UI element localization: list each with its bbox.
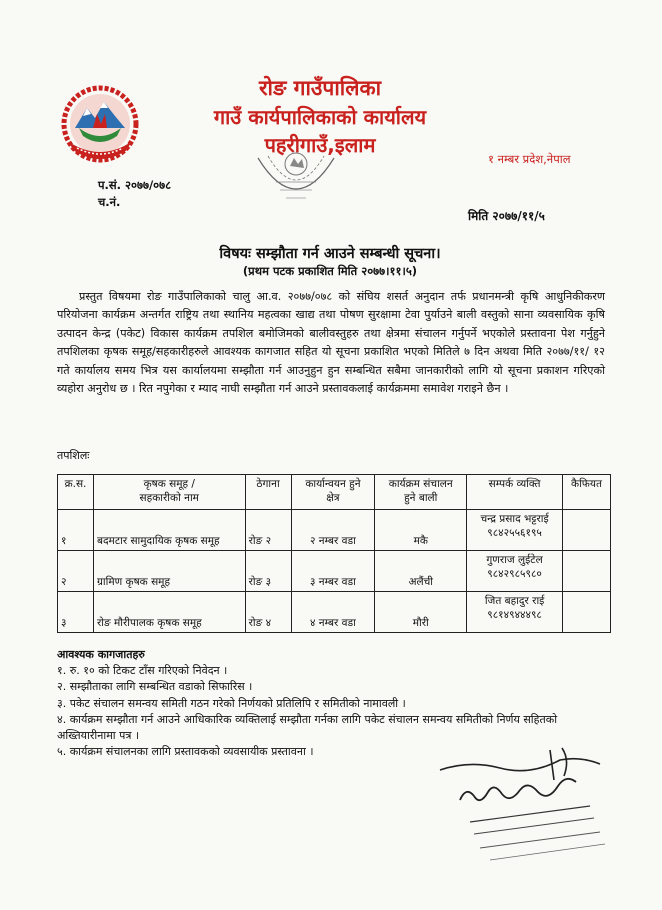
contact-phone: ९८४२५५६१९५ bbox=[487, 527, 542, 539]
col-header-crop: कार्यक्रम संचालन हुने बाली bbox=[375, 475, 467, 510]
col-header-remarks: कैफियत bbox=[563, 475, 611, 510]
notice-body: प्रस्तुत विषयमा रोङ गाउँपालिकाको चालु आ.व. २०७७/०७८ को संघिय शसर्त अनुदान तर्फ प्रधानमन्त्री कृषि आधुनिकीकरण परियोजना कार्यक्रम अन्तर्गत राष्ट्रिय तथा स्थानिय महत्वका खाद्य तथा पोषण सुरक्षामा टेवा पुर्याउने बाली वस्तुको साना व्यवसायिक कृषि उत्पादन केन्द्र (पकेट) विकास कार्यक्रम तपशिल बमोजिमको बालीवस्तुहरु तथा क्षेत्रमा संचालन गर्नुपर्ने भएकोले प्रस्तावना पेश गर्नुहुने तपशिलका कृषक समूह/सहकारीहरुले आवश्यक कागजात सहित यो सूचना प्रकाशित भएको मितिले ७ दिन अथवा मिति २०७७/११/ १२ गते कार्यालय समय भित्र यस कार्यालयमा सम्झौता गर्न आउनुहुन हुन सम्बन्धित सबैमा जानकारीको लागि यो सूचना प्रकाशन गरिएको व्यहोरा अनुरोध छ । रित नपुगेका र म्याद नाघी सम्झौता गर्न आउने प्रस्तावकलाई कार्यक्रममा समावेश गराइने छैन । bbox=[57, 290, 605, 396]
contact-phone: ९८४२९८५९८० bbox=[487, 568, 542, 580]
row-crop: मकै bbox=[375, 510, 467, 551]
row-remarks bbox=[563, 551, 611, 592]
table-row bbox=[58, 592, 611, 633]
row-address: रोङ ३ bbox=[245, 551, 291, 592]
reference-number: प.सं. २०७७/०७८ bbox=[98, 178, 172, 192]
row-contact bbox=[467, 510, 563, 551]
table-row bbox=[58, 551, 611, 592]
row-contact bbox=[467, 551, 563, 592]
row-sn: १ bbox=[58, 510, 94, 551]
row-remarks bbox=[563, 592, 611, 633]
document-item: ३. पकेट संचालन समन्वय समिती गठन गरेको निर्णयको प्रतिलिपि र समितीको नामावली । bbox=[57, 696, 406, 710]
row-sn: ३ bbox=[58, 592, 94, 633]
documents-heading: आवश्यक कागजातहरु bbox=[57, 648, 145, 661]
row-area: ४ नम्बर वडा bbox=[291, 592, 375, 633]
row-address: रोङ ४ bbox=[245, 592, 291, 633]
row-group-name: रोङ मौरीपालक कृषक समूह bbox=[93, 592, 245, 633]
row-area: ३ नम्बर वडा bbox=[291, 551, 375, 592]
row-area: २ नम्बर वडा bbox=[291, 510, 375, 551]
nepal-emblem-icon bbox=[57, 84, 143, 166]
contact-name: जित बहादुर राई bbox=[484, 595, 545, 607]
details-label: तपशिलः bbox=[57, 449, 90, 462]
contact-name: गुणराज लुईटेल bbox=[486, 554, 543, 566]
row-address: रोङ २ bbox=[245, 510, 291, 551]
row-crop: मौरी bbox=[375, 592, 467, 633]
row-group-name: बदमटार सामुदायिक कृषक समूह bbox=[93, 510, 245, 551]
office-stamp-icon bbox=[248, 138, 344, 220]
office-location: पहरीगाउँ,इलाम bbox=[264, 133, 376, 157]
document-item: ५. कार्यक्रम संचालनका लागि प्रस्तावकको व्यवसायीक प्रस्तावना । bbox=[57, 745, 314, 759]
subject-note: (प्रथम पटक प्रकाशित मिति २०७७।११।५) bbox=[242, 264, 418, 278]
col-header-area: कार्यान्वयन हुने क्षेत्र bbox=[291, 475, 375, 510]
contact-phone: ९८१४९४४४९८ bbox=[487, 609, 542, 621]
table-row bbox=[58, 510, 611, 551]
row-crop: अलैंची bbox=[375, 551, 467, 592]
row-contact bbox=[467, 592, 563, 633]
row-group-name: ग्रामिण कृषक समूह bbox=[93, 551, 245, 592]
document-item: २. सम्झौताका लागि सम्बन्धित वडाको सिफारिस । bbox=[57, 680, 253, 694]
municipality-name: रोङ गाउँपालिका bbox=[258, 76, 382, 100]
handwritten-signature bbox=[430, 730, 610, 870]
province-label: १ नम्बर प्रदेश,नेपाल bbox=[488, 152, 571, 166]
col-header-sn: क्र.स. bbox=[58, 475, 94, 510]
groups-table bbox=[57, 474, 611, 633]
subject-title: विषयः सम्झौता गर्न आउने सम्बन्धी सूचना। bbox=[219, 246, 441, 262]
notice-date: मिति २०७७/११/५ bbox=[468, 209, 545, 223]
col-header-group-name: कृषक समूह / सहकारीको नाम bbox=[93, 475, 245, 510]
document-item: १. रु. १० को टिकट टाँस गरिएको निवेदन । bbox=[57, 664, 228, 678]
col-header-contact: सम्पर्क व्यक्ति bbox=[467, 475, 563, 510]
office-name: गाउँ कार्यपालिकाको कार्यालय bbox=[213, 105, 427, 129]
row-sn: २ bbox=[58, 551, 94, 592]
dispatch-number: च.नं. bbox=[98, 195, 121, 209]
row-remarks bbox=[563, 510, 611, 551]
table-header-row bbox=[58, 475, 611, 510]
document-item: ४. कार्यक्रम सम्झौता गर्न आउने आधिकारिक व्यक्तिलाई सम्झौता गर्नका लागि पकेट संचालन समन्वय समितीको निर्णय सहितको अख्तियारीनामा पत्र । bbox=[57, 712, 558, 743]
col-header-address: ठेगाना bbox=[245, 475, 291, 510]
contact-name: चन्द्र प्रसाद भट्टराई bbox=[480, 513, 549, 525]
